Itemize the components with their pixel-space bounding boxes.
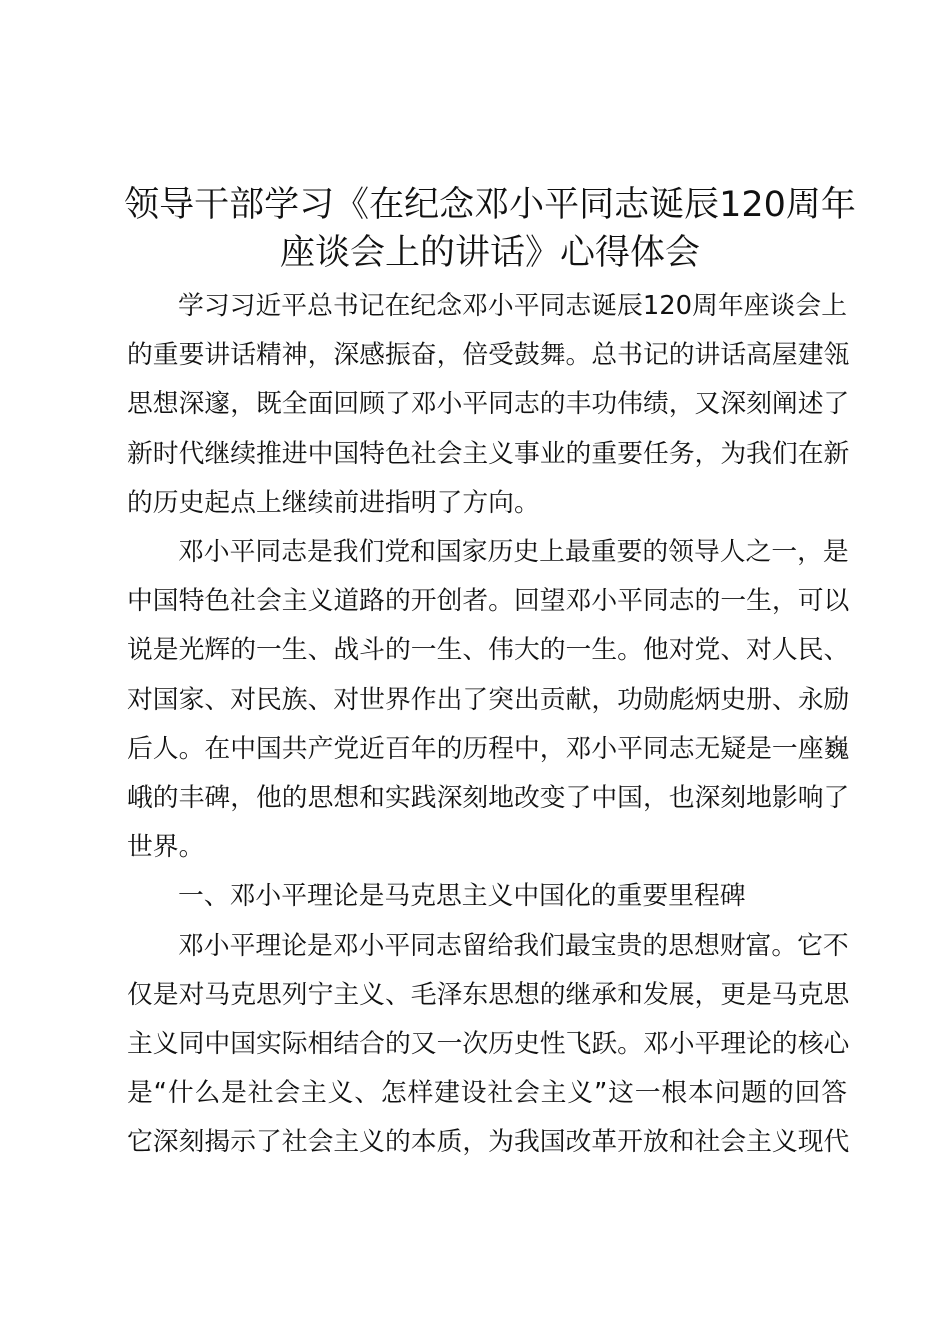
text-line: 说是光辉的一生、战斗的一生、伟大的一生。他对党、对人民、	[127, 635, 850, 666]
text-line: 仅是对马克思列宁主义、毛泽东思想的继承和发展，更是马克思	[127, 979, 850, 1010]
text-line: 邓小平理论是邓小平同志留给我们最宝贵的思想财富。它不	[178, 930, 849, 961]
paragraph	[127, 922, 850, 1168]
text-line: 邓小平同志是我们党和国家历史上最重要的领导人之一，是	[178, 537, 849, 568]
text-line: 主义同中国实际相结合的又一次历史性飞跃。邓小平理论的核心	[127, 1029, 850, 1060]
text-line: 学习习近平总书记在纪念邓小平同志诞辰120周年座谈会上	[178, 291, 847, 321]
heading-line: 一、邓小平理论是马克思主义中国化的重要里程碑	[178, 881, 746, 912]
text-line: 对国家、对民族、对世界作出了突出贡献，功勋彪炳史册、永励	[127, 684, 850, 715]
paragraph	[127, 282, 850, 528]
text-line: 新时代继续推进中国特色社会主义事业的重要任务，为我们在新	[127, 438, 850, 469]
text-line: 它深刻揭示了社会主义的本质，为我国改革开放和社会主义现代	[127, 1127, 850, 1158]
text-line: 峨的丰碑，他的思想和实践深刻地改变了中国，也深刻地影响了	[127, 783, 850, 814]
title-line: 领导干部学习《在纪念邓小平同志诞辰120周年	[124, 185, 856, 225]
text-line: 后人。在中国共产党近百年的历程中，邓小平同志无疑是一座巍	[127, 733, 850, 764]
text-line: 世界。	[127, 832, 205, 863]
text-line: 的重要讲话精神，深感振奋，倍受鼓舞。总书记的讲话高屋建瓴	[127, 340, 850, 371]
text-line: 思想深邃，既全面回顾了邓小平同志的丰功伟绩，又深刻阐述了	[127, 389, 850, 420]
document-title	[110, 181, 870, 277]
text-line: 是“什么是社会主义、怎样建设社会主义”这一根本问题的回答	[127, 1078, 847, 1109]
section-heading	[127, 872, 847, 921]
document-body	[127, 282, 850, 1168]
title-line: 座谈会上的讲话》心得体会	[279, 233, 700, 273]
text-line: 的历史起点上继续前进指明了方向。	[127, 487, 540, 518]
paragraph	[127, 528, 850, 872]
text-line: 中国特色社会主义道路的开创者。回望邓小平同志的一生，可以	[127, 586, 850, 617]
